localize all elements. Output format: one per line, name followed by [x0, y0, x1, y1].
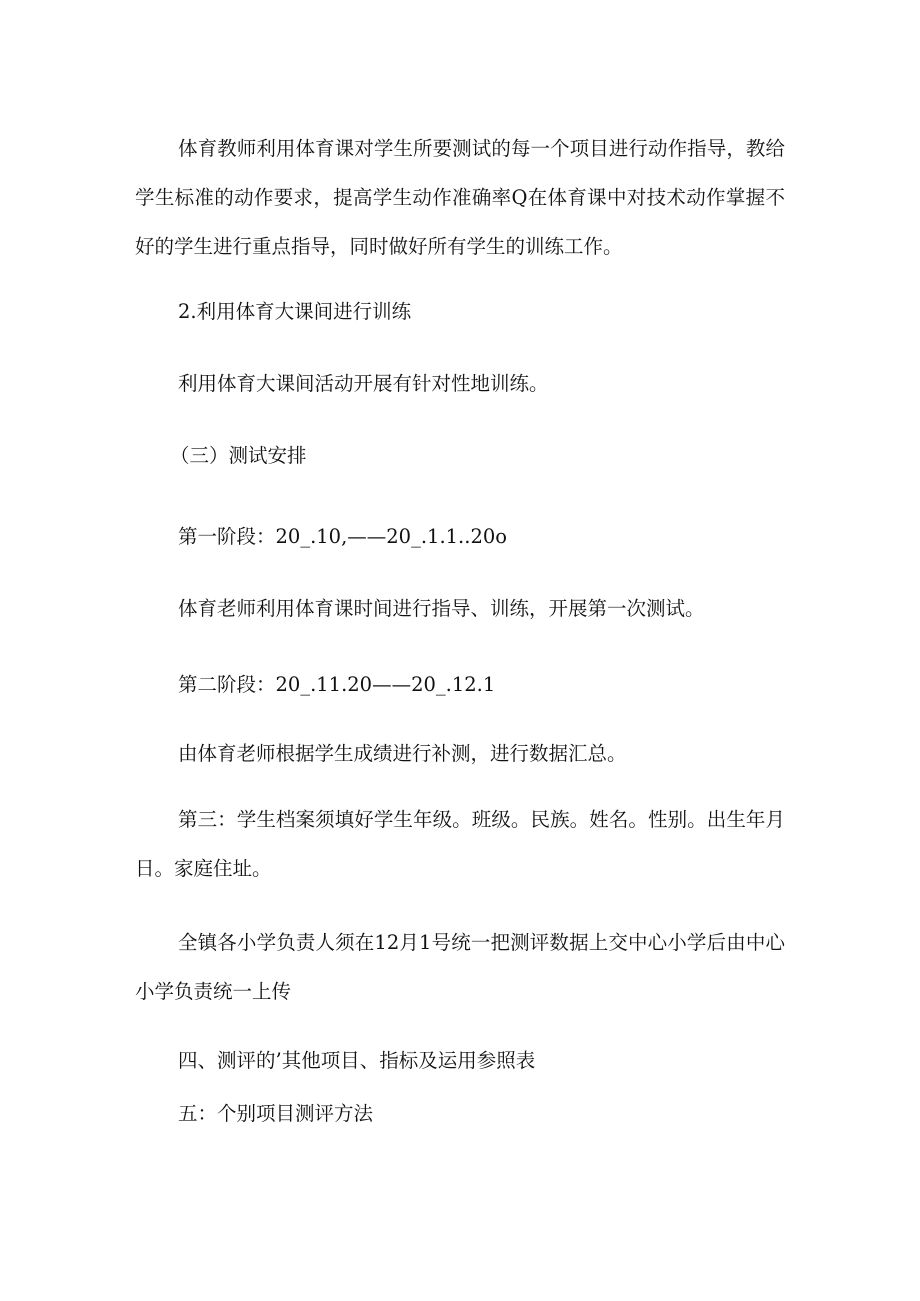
heading-section-five: 五：个别项目测评方法 — [178, 1102, 374, 1125]
heading-section-four: 四、测评的’其他项目、指标及运用参照表 — [178, 1049, 536, 1072]
heading-test-schedule: （三）测试安排 — [170, 444, 307, 467]
stage-one-dates: 第一阶段：20_.10,——20_.1.1..20o — [178, 525, 507, 548]
stage-two-dates: 第二阶段：20_.11.20——20_.12.1 — [178, 673, 496, 696]
paragraph-makeup-test: 由体育老师根据学生成绩进行补测，进行数据汇总。 — [178, 742, 627, 765]
paragraph-recess-activity: 利用体育大课间活动开展有针对性地训练。 — [178, 372, 549, 395]
paragraph-data-submission: 全镇各小学负责人须在12月1号统一把测评数据上交中心小学后由中心小学负责统一上传 — [135, 931, 785, 1003]
paragraph-student-records: 第三：学生档案须填好学生年级。班级。民族。姓名。性别。出生年月日。家庭住址。 — [135, 808, 785, 880]
paragraph-first-test: 体育老师利用体育课时间进行指导、训练，开展第一次测试。 — [178, 597, 705, 620]
heading-recess-training: 2.利用体育大课间进行训练 — [178, 300, 412, 323]
paragraph-pe-guidance: 体育教师利用体育课对学生所要测试的每一个项目进行动作指导，教给学生标准的动作要求，提高学生动作准确率Q在体育课中对技术动作掌握不好的学生进行重点指导，同时做好所有学生的训练工作。 — [135, 137, 785, 258]
